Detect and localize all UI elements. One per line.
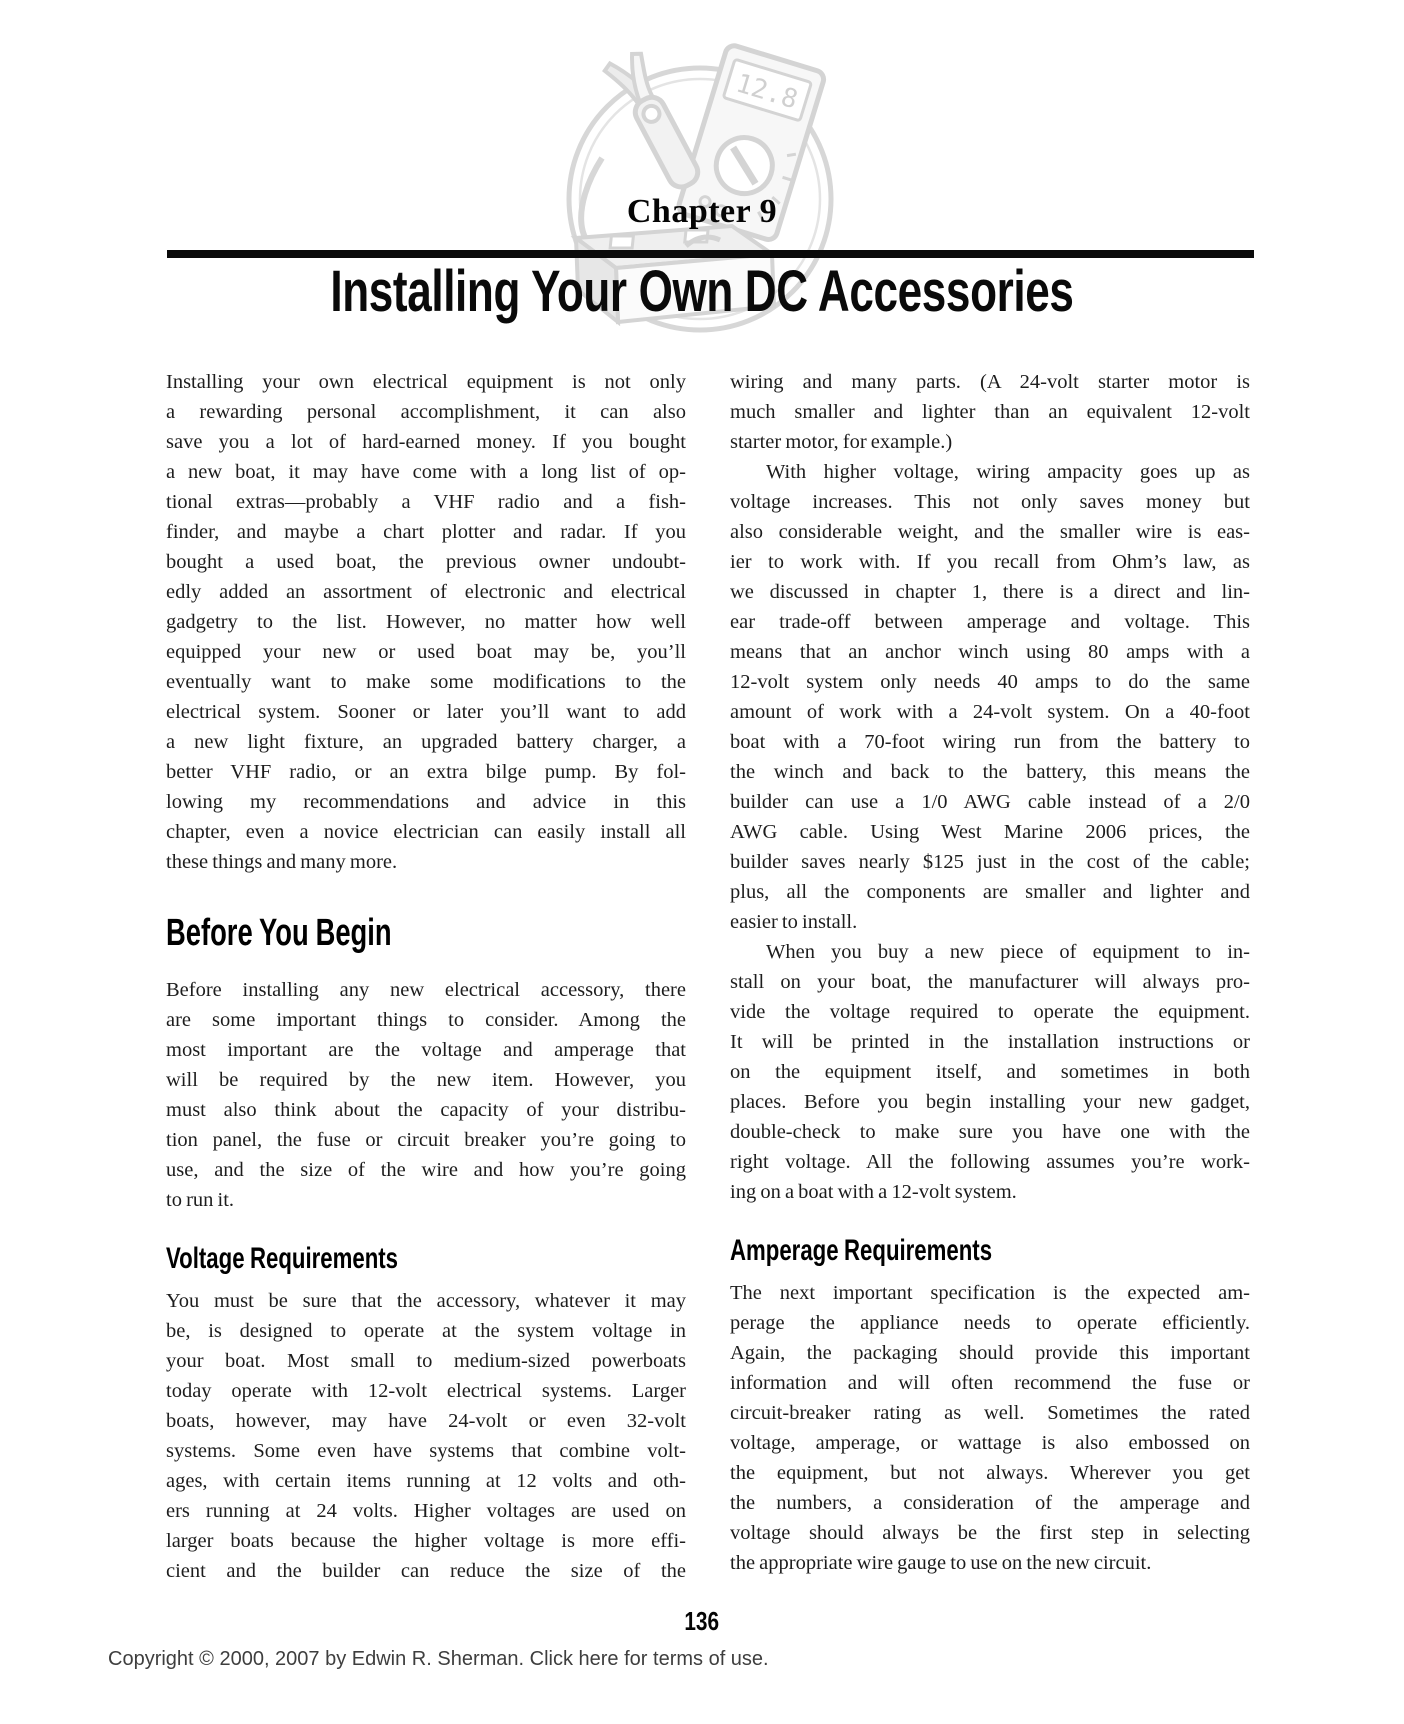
page-number [0, 1606, 1404, 1636]
text-line: ing on a boat with a 12-volt system. [730, 1181, 1017, 1203]
text-line: plus, all the components are smaller and lighter and [730, 881, 1250, 903]
text-line: Installing your own electrical equipment is not only [166, 371, 686, 393]
text-line: double-check to make sure you have one with the [730, 1121, 1250, 1143]
text-line: the appropriate wire gauge to use on the new circuit. [730, 1552, 1152, 1574]
text-line: the winch and back to the battery, this means the [730, 761, 1250, 783]
text-line: tion panel, the fuse or circuit breaker you’re going to [166, 1129, 686, 1151]
text-line: voltage, amperage, or wattage is also embossed on [730, 1432, 1250, 1454]
text-line: You must be sure that the accessory, whatever it may [166, 1290, 686, 1312]
text-line: to run it. [166, 1189, 235, 1211]
subsection-heading: Amperage Requirements [730, 1234, 993, 1267]
subsection-heading: Voltage Requirements [166, 1242, 399, 1275]
paragraph [730, 1278, 1250, 1578]
text-line: ages, with certain items running at 12 volts and oth- [166, 1470, 686, 1492]
text-line: on the equipment itself, and sometimes in both [730, 1061, 1250, 1083]
paragraph [166, 1286, 686, 1586]
text-line: With higher voltage, wiring ampacity goes up as [766, 461, 1250, 483]
text-line: save you a lot of hard-earned money. If you bought [166, 431, 686, 453]
text-line: perage the appliance needs to operate efficiently. [730, 1312, 1250, 1334]
text-line: right voltage. All the following assumes you’re work- [730, 1151, 1250, 1173]
text-line: AWG cable. Using West Marine 2006 prices, the [730, 821, 1250, 843]
text-line: finder, and maybe a chart plotter and radar. If you [166, 521, 686, 543]
text-line: vide the voltage required to operate the equipment. [730, 1001, 1250, 1023]
chapter-label: Chapter 9 [626, 193, 778, 230]
text-line: larger boats because the higher voltage is more effi- [166, 1530, 686, 1552]
text-line: electrical system. Sooner or later you’ll want to add [166, 701, 686, 723]
text-line: be, is designed to operate at the system voltage in [166, 1320, 686, 1342]
column-right [730, 367, 1250, 1578]
text-line: circuit-breaker rating as well. Sometimes the rated [730, 1402, 1250, 1424]
text-line: tional extras—probably a VHF radio and a fish- [166, 491, 686, 513]
paragraph [166, 367, 686, 877]
text-line: amount of work with a 24-volt system. On a 40-foot [730, 701, 1250, 723]
text-line: are some important things to consider. Among the [166, 1009, 686, 1031]
text-line: boats, however, may have 24-volt or even 32-volt [166, 1410, 686, 1432]
text-line: stall on your boat, the manufacturer will always pro- [730, 971, 1250, 993]
text-line: The next important specification is the expected am- [730, 1282, 1250, 1304]
paragraph [730, 367, 1250, 457]
text-line: gadgetry to the list. However, no matter how well [166, 611, 686, 633]
text-line: will be required by the new item. However, you [166, 1069, 686, 1091]
text-line: starter motor, for example.) [730, 431, 953, 453]
copyright-notice [108, 1646, 769, 1672]
divider-rule [167, 250, 1254, 258]
text-line: your boat. Most small to medium-sized powerboats [166, 1350, 686, 1372]
text-line: today operate with 12-volt electrical systems. Larger [166, 1380, 686, 1402]
section-heading: Before You Begin [166, 912, 392, 954]
paragraph [730, 457, 1250, 937]
meter-display: 12.8 [732, 68, 802, 116]
text-line: cient and the builder can reduce the size of the [166, 1560, 686, 1582]
text-line: edly added an assortment of electronic and electrical [166, 581, 686, 603]
text-line: chapter, even a novice electrician can easily install all [166, 821, 686, 843]
text-line: When you buy a new piece of equipment to in- [766, 941, 1250, 963]
text-line: builder saves nearly $125 just in the cost of the cable; [730, 851, 1250, 873]
text-line: ier to work with. If you recall from Ohm’s law, as [730, 551, 1250, 573]
column-left [166, 367, 686, 1586]
paragraph [730, 937, 1250, 1207]
text-line: It will be printed in the installation instructions or [730, 1031, 1250, 1053]
text-line: wiring and many parts. (A 24-volt starter motor is [730, 371, 1250, 393]
text-line: places. Before you begin installing your new gadget, [730, 1091, 1250, 1113]
text-line: easier to install. [730, 911, 858, 933]
text-line: a new boat, it may have come with a long list of op- [166, 461, 686, 483]
text-line: ers running at 24 volts. Higher voltages are used on [166, 1500, 686, 1522]
text-line: the numbers, a consideration of the amperage and [730, 1492, 1250, 1514]
copyright-text: Copyright © 2000, 2007 by Edwin R. Sherman. [108, 1648, 530, 1670]
text-line: lowing my recommendations and advice in this [166, 791, 686, 813]
text-line: means that an anchor winch using 80 amps with a [730, 641, 1250, 663]
text-line: a rewarding personal accomplishment, it can also [166, 401, 686, 423]
text-line: bought a used boat, the previous owner undoubt- [166, 551, 686, 573]
text-line: most important are the voltage and amperage that [166, 1039, 686, 1061]
text-line: equipped your new or used boat may be, you’ll [166, 641, 686, 663]
text-line: Again, the packaging should provide this important [730, 1342, 1250, 1364]
text-line: better VHF radio, or an extra bilge pump. By fol- [166, 761, 686, 783]
text-line: much smaller and lighter than an equivalent 12-volt [730, 401, 1250, 423]
page-number-text: 136 [684, 1606, 720, 1636]
text-line: ear trade-off between amperage and voltage. This [730, 611, 1250, 633]
text-line: builder can use a 1/0 AWG cable instead of a 2/0 [730, 791, 1250, 813]
chapter-title-text: Installing Your Own DC Accessories [330, 259, 1074, 324]
text-line: eventually want to make some modifications to the [166, 671, 686, 693]
text-line: Before installing any new electrical accessory, there [166, 979, 686, 1001]
text-line: systems. Some even have systems that combine volt- [166, 1440, 686, 1462]
paragraph [166, 975, 686, 1215]
text-line: use, and the size of the wire and how you’re going [166, 1159, 686, 1181]
text-line: boat with a 70-foot wiring run from the battery to [730, 731, 1250, 753]
text-line: voltage increases. This not only saves money but [730, 491, 1250, 513]
chapter-title [0, 259, 1404, 324]
text-line: we discussed in chapter 1, there is a direct and lin- [730, 581, 1250, 603]
text-line: information and will often recommend the fuse or [730, 1372, 1250, 1394]
text-line: must also think about the capacity of your distribu- [166, 1099, 686, 1121]
text-line: voltage should always be the first step in selecting [730, 1522, 1250, 1544]
text-line: also considerable weight, and the smaller wire is eas- [730, 521, 1250, 543]
text-line: a new light fixture, an upgraded battery charger, a [166, 731, 686, 753]
terms-of-use-link[interactable]: Click here for terms of use. [529, 1648, 769, 1670]
text-line: the equipment, but not always. Wherever you get [730, 1462, 1250, 1484]
text-line: 12-volt system only needs 40 amps to do the same [730, 671, 1250, 693]
text-line: these things and many more. [166, 851, 398, 873]
